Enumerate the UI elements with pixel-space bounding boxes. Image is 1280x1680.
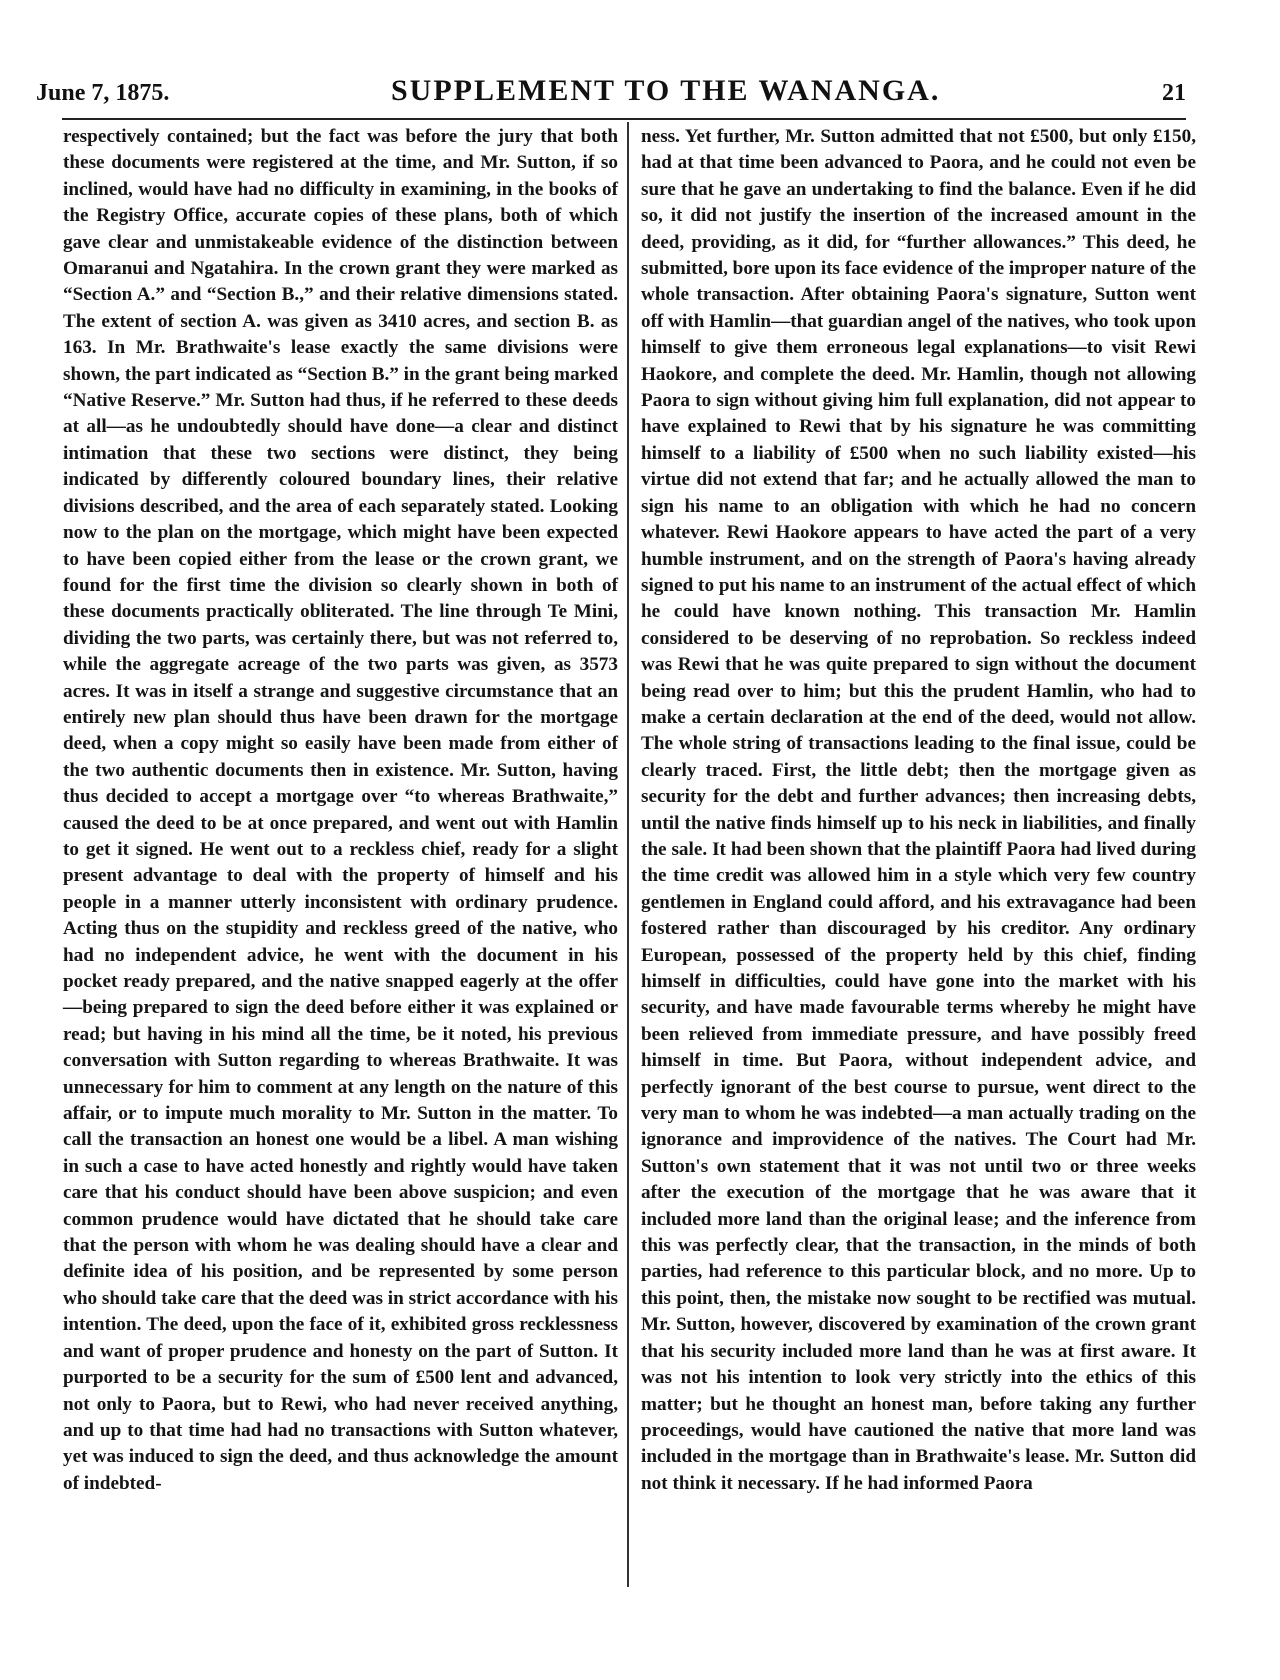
header-rule — [62, 118, 1186, 120]
column-divider — [627, 122, 629, 1587]
page-header — [36, 74, 1186, 108]
right-column — [641, 124, 1196, 1497]
publication-title: SUPPLEMENT TO THE WANANGA. — [391, 74, 941, 107]
page-number: 21 — [1161, 80, 1186, 106]
left-column — [63, 124, 618, 1497]
issue-date: June 7, 1875. — [36, 80, 170, 106]
left-column-text: respectively contained; but the fact was before the jury that both these documents were registered at the time, and Mr. Sutton, if so inclined, would have had no difficulty in examining, in the books of the Registry Office, accurate copies of these plans, both of which gave clear and unmistakeable evidence of the distinction between Omaranui and Ngatahira. In the crown grant they were marked as “Section A.” and “Section B.,” and their relative dimensions stated. The extent of section A. was given as 3410 acres, and section B. as 163. In Mr. Brathwaite's lease exactly the same divisions were shown, the part indicated as “Section B.” in the grant being marked “Native Reserve.” Mr. Sutton had thus, if he referred to these deeds at all—as he undoubtedly should have done—a clear and distinct intimation that these two sections were distinct, they being indicated by differently coloured boundary lines, their relative divisions described, and the area of each separately stated. Looking now to the plan on the mortgage, which might have been expected to have been copied either from the lease or the crown grant, we found for the first time the division so clearly shown in both of these documents practically obliterated. The line through Te Mini, dividing the two parts, was certainly there, but was not referred to, while the aggregate acreage of the two parts was given, as 3573 acres. It was in itself a strange and suggestive circumstance that an entirely new plan should thus have been drawn for the mortgage deed, when a copy might so easily have been made from either of the two authentic documents then in existence. Mr. Sutton, having thus decided to accept a mortgage over “to whereas Brathwaite,” caused the deed to be at once prepared, and went out with Hamlin to get it signed. He went out to a reckless chief, ready for a slight present advantage to deal with the property of himself and his people in a manner utterly inconsistent with ordinary prudence. Acting thus on the stupidity and reckless greed of the native, who had no independent advice, he went with the document in his pocket ready prepared, and the native snapped eagerly at the offer —being prepared to sign the deed before either it was explained or read; but having in his mind all the time, be it noted, his previous conversation with Sutton regarding to whereas Brathwaite. It was unnecessary for him to comment at any length on the nature of this affair, or to impute much morality to Mr. Sutton in the matter. To call the transaction an honest one would be a libel. A man wishing in such a case to have acted honestly and rightly would have taken care that his conduct should have been above suspicion; and even common prudence would have dictated that he should take care that the person with whom he was dealing should have a clear and definite idea of his position, and be represented by some person who should take care that the deed was in strict accordance with his intention. The deed, upon the face of it, exhibited gross recklessness and want of proper prudence and honesty on the part of Sutton. It purported to be a security for the sum of £500 lent and advanced, not only to Paora, but to Rewi, who had never received anything, and up to that time had had no transactions with Sutton whatever, yet was induced to sign the deed, and thus acknowledge the amount of indebted- — [63, 126, 619, 1494]
right-column-text: ness. Yet further, Mr. Sutton admitted that not £500, but only £150, had at that time been advanced to Paora, and he could not even be sure that he gave an undertaking to find the balance. Even if he did so, it did not justify the insertion of the increased amount in the deed, providing, as it did, for “further allowances.” This deed, he submitted, bore upon its face evidence of the improper nature of the whole transaction. After obtaining Paora's signature, Sutton went off with Hamlin—that guardian angel of the natives, who took upon himself to give them erroneous legal explanations—to visit Rewi Haokore, and complete the deed. Mr. Hamlin, though not allowing Paora to sign without giving him full explanation, did not appear to have explained to Rewi that by his signature he was committing himself to a liability of £500 when no such liability existed—his virtue did not extend that far; and he actually allowed the man to sign his name to an obligation with which he had no concern whatever. Rewi Haokore appears to have acted the part of a very humble instrument, and on the strength of Paora's having already signed to put his name to an instrument of the actual effect of which he could have known nothing. This transaction Mr. Hamlin considered to be deserving of no reprobation. So reckless indeed was Rewi that he was quite prepared to sign without the document being read over to him; but this the prudent Hamlin, who had to make a certain declaration at the end of the deed, would not allow. The whole string of transactions leading to the final issue, could be clearly traced. First, the little debt; then the mortgage given as security for the debt and further advances; then increasing debts, until the native finds himself up to his neck in liabilities, and finally the sale. It had been shown that the plaintiff Paora had lived during the time credit was allowed him in a style which very few country gentlemen in England could afford, and his extravagance had been fostered rather than discouraged by his creditor. Any ordinary European, possessed of the property held by this chief, finding himself in difficulties, could have gone into the market with his security, and have made favourable terms whereby he might have been relieved from immediate pressure, and have possibly freed himself in time. But Paora, without independent advice, and perfectly ignorant of the best course to pursue, went direct to the very man to whom he was indebted—a man actually trading on the ignorance and improvidence of the natives. The Court had Mr. Sutton's own statement that it was not until two or three weeks after the execution of the mortgage that he was aware that it included more land than the original lease; and the inference from this was perfectly clear, that the transaction, in the minds of both parties, had reference to this particular block, and no more. Up to this point, then, the mistake now sought to be rectified was mutual. Mr. Sutton, however, discovered by examination of the crown grant that his security included more land than he was at first aware. It was not his intention to look very strictly into the ethics of this matter; but he thought an honest man, before taking any further proceedings, would have cautioned the native that more land was included in the mortgage than in Brathwaite's lease. Mr. Sutton did not think it necessary. If he had informed Paora — [641, 126, 1196, 1494]
